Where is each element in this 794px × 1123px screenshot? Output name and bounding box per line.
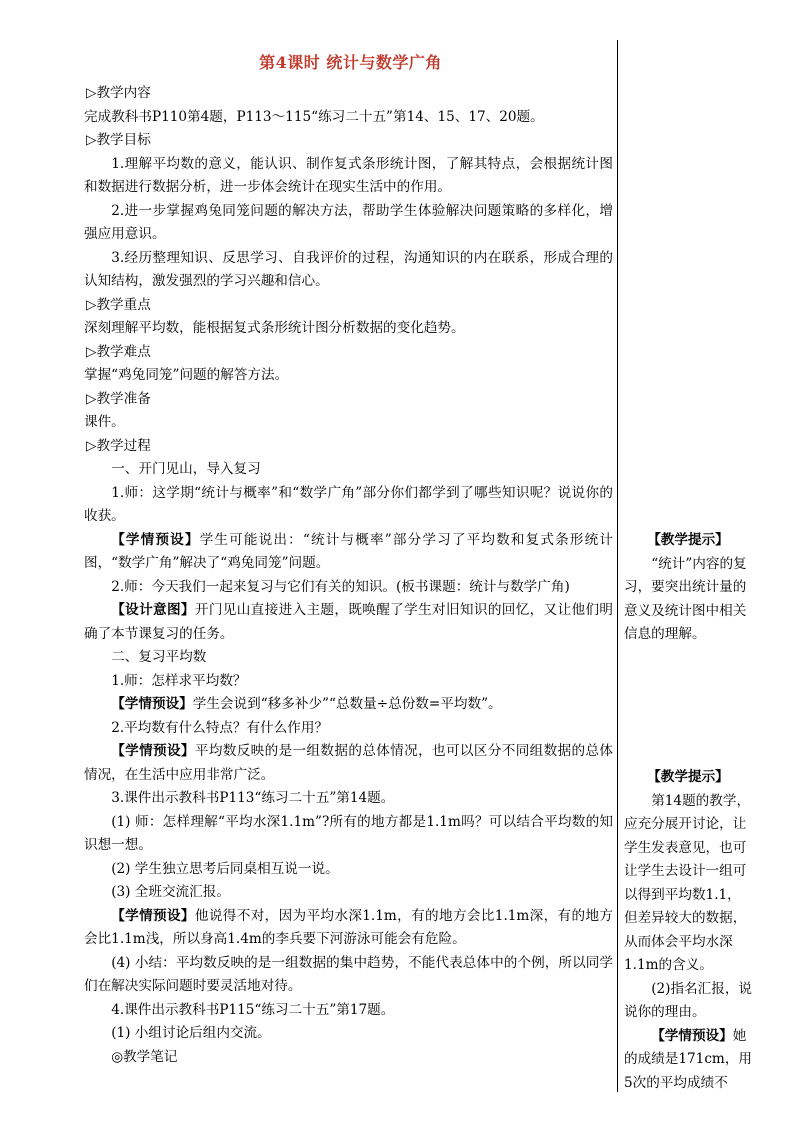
preset-text: 学生会说到“移多补少”“总数量÷总份数=平均数”。 xyxy=(192,696,502,712)
main-column xyxy=(84,82,613,1069)
design-text: 开门见山直接进入主题，既唤醒了学生对旧知识的回忆，又让他们明确了本节课复习的任务。 xyxy=(84,602,614,642)
page-title: 第4课时 统计与数学广角 xyxy=(259,53,442,72)
part-2-heading: 二、复习平均数 xyxy=(111,649,207,665)
part-1-heading: 一、开门见山，导入复习 xyxy=(111,461,261,477)
design-paragraph xyxy=(84,599,613,646)
tip-step: (2)指名汇报，说说你的理由。 xyxy=(624,980,753,1020)
tip-heading: 【教学提示】 xyxy=(647,532,729,548)
preset-label: 【学情预设】 xyxy=(111,696,193,712)
section-heading-key: ▷教学重点 xyxy=(86,296,151,313)
process-step: 3.课件出示教科书P113“练习二十五”第14题。 xyxy=(111,790,395,806)
goal-1: 1.理解平均数的意义，能认识、制作复式条形统计图，了解其特点，会根据统计图和数据进行数据分析，进一步体会统计在现实生活中的作用。 xyxy=(84,155,613,195)
preset-label: 【学情预设】 xyxy=(111,907,195,924)
preset-paragraph xyxy=(84,529,613,576)
column-divider xyxy=(617,40,618,1092)
design-label: 【设计意图】 xyxy=(111,602,195,618)
tip-text: “统计”内容的复习，要突出统计量的意义及统计图中相关信息的理解。 xyxy=(624,555,747,642)
difficulty-text: 掌握“鸡兔同笼”问题的解答方法。 xyxy=(84,367,289,383)
process-step: 1.师：怎样求平均数？ xyxy=(111,672,247,689)
content-text: 完成教科书P110第4题，P113～115“练习二十五”第14、15、17、20题。 xyxy=(84,108,544,125)
preset-text: 平均数反映的是一组数据的总体情况，也可以区分不同组数据的总体情况，在生活中应用非常广泛。 xyxy=(84,743,614,783)
process-step: 2.平均数有什么特点？有什么作用？ xyxy=(111,719,329,736)
preset-text: 学生可能说出：“统计与概率”部分学习了平均数和复式条形统计图，“数学广角”解决了“鸡兔同笼”问题。 xyxy=(84,531,613,571)
tip-heading: 【教学提示】 xyxy=(647,769,729,785)
section-heading-content: ▷教学内容 xyxy=(86,85,151,101)
process-step: 2.师：今天我们一起来复习与它们有关的知识。(板书课题：统计与数学广角) xyxy=(111,578,570,595)
sub-step: (1) 小组讨论后组内交流。 xyxy=(111,1025,271,1041)
preset-label: 【学情预设】 xyxy=(111,743,195,759)
preset-paragraph xyxy=(84,740,613,787)
preset-text: 他说得不对，因为平均水深1.1m，有的地方会比1.1m深，有的地方会比1.1m浅，所以身高1.4m的李兵要下河游泳可能会有危险。 xyxy=(84,907,614,947)
preset-paragraph xyxy=(84,905,613,952)
preset-text: 她的成绩是171cm，用5次的平均成绩不 xyxy=(624,1027,753,1091)
process-step: 1.师：这学期“统计与概率”和“数学广角”部分你们都学到了哪些知识呢？说说你的收获。 xyxy=(84,484,613,524)
goal-3: 3.经历整理知识、反思学习、自我评价的过程，沟通知识的内在联系，形成合理的认知结构，激发强烈的学习兴趣和信心。 xyxy=(84,249,613,289)
sidebar-tip-2 xyxy=(624,766,752,1095)
section-heading-preparation: ▷教学准备 xyxy=(86,390,151,407)
section-heading-difficulty: ▷教学难点 xyxy=(86,343,151,360)
goal-2: 2.进一步掌握鸡兔同笼问题的解决方法，帮助学生体验解决问题策略的多样化，增强应用意识。 xyxy=(84,202,613,242)
sub-step: (2) 学生独立思考后同桌相互说一说。 xyxy=(111,860,339,877)
preset-paragraph xyxy=(84,693,613,717)
sub-step: (4) 小结：平均数反映的是一组数据的集中趋势，不能代表总体中的个例，所以同学们在解决实际问题时要灵活地对待。 xyxy=(84,954,613,994)
sidebar-tip-1 xyxy=(624,529,752,647)
section-heading-process: ▷教学过程 xyxy=(86,437,151,454)
section-heading-goals: ▷教学目标 xyxy=(86,132,151,148)
preparation-text: 课件。 xyxy=(84,414,125,430)
preset-label: 【学情预设】 xyxy=(111,531,200,548)
process-step: 4.课件出示教科书P115“练习二十五”第17题。 xyxy=(111,1001,395,1018)
sub-step: (3) 全班交流汇报。 xyxy=(111,884,230,900)
sub-step: (1) 师：怎样理解“平均水深1.1m”?所有的地方都是1.1m吗？可以结合平均数的知识想一想。 xyxy=(84,813,613,853)
teaching-notes-label: ◎教学笔记 xyxy=(111,1048,178,1065)
tip-text: 第14题的教学，应充分展开讨论，让学生发表意见，也可让学生去设计一组可以得到平均数1.1，但差异较大的数据，从而体会平均水深1.1m的含义。 xyxy=(624,792,751,973)
key-text: 深刻理解平均数，能根据复式条形统计图分析数据的变化趋势。 xyxy=(84,320,465,336)
preset-label: 【学情预设】 xyxy=(651,1027,733,1044)
